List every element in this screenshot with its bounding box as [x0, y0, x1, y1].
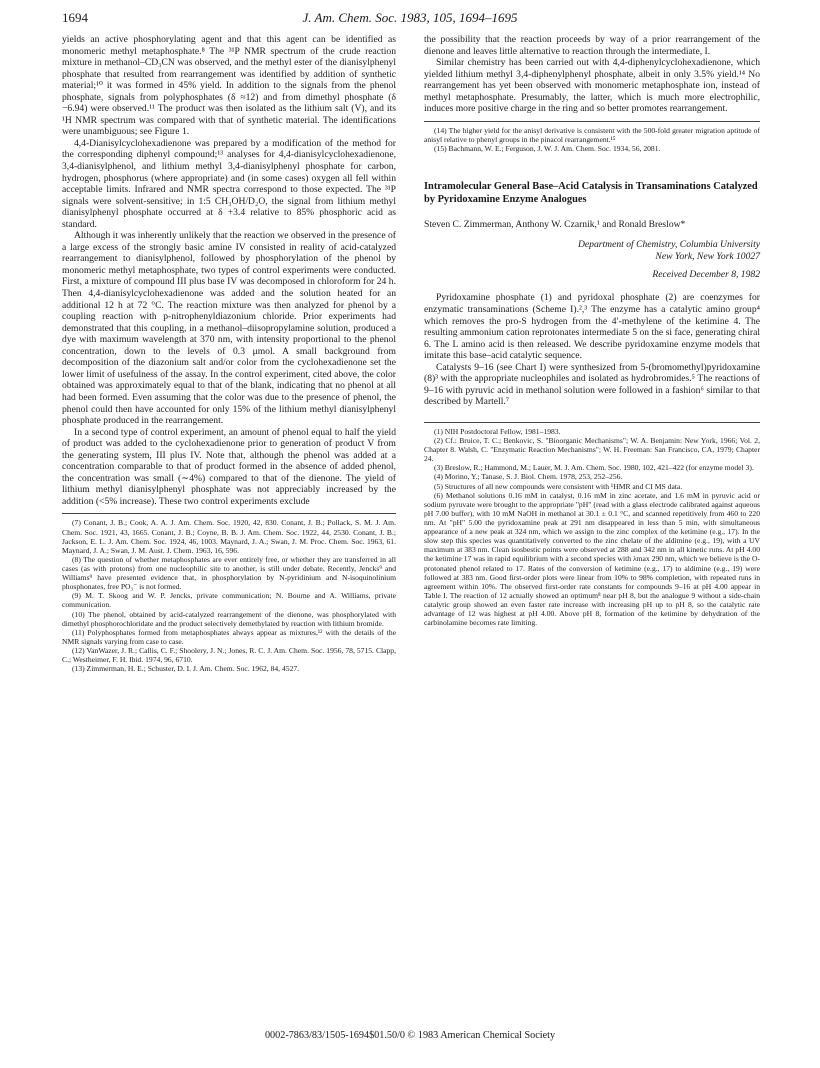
footnote: (6) Methanol solutions 0.16 mM in catalyst, 0.16 mM in zinc acetate, and 1.6 mM in pyruvic acid or sodium pyruvate were brought to the appropriate "pH" (read with a glass electrode calibrated against aqueous pH 7.00 buffer), with 10 mM NaOH in methanol at 30.1 ± 0.1 °C, and scanned repetitively from 460 to 220 nm. At "pH" 5.00 the pyridoxamine peak at 291 nm disappeared in less than 5 min, with simultaneous appearance of a new peak at 324 nm, which we assign to the zinc complex of the ketimine (e.g., 17). In the slow step this species was quantitatively converted to the zinc chelate of the aldimine (e.g., 19), with a UV maximum at 383 nm. Clean isosbestic points were observed at 288 and 342 nm in all kinetic runs. At pH 4.00 the ketimine 17 was in rapid equilibrium with a second species with λmax 290 nm, which we believe is the O-protonated phenol related to 17. Rates of the conversion of ketimine (e.g., 17) to aldimine (e.g., 19) were followed at 383 nm. Good first-order plots were linear from 10% to 98% completion, with repeated runs in agreement within 10%. The observed first-order rate constants for compounds 9–16 at pH 4.00 appear in Table I. The reaction of 12 actually showed an optimum⁸ near pH 8, but the analogue 9 without a side-chain catalytic group showed an even faster rate increase with increasing pH up to pH 8, so the catalytic rate advantage of 12 was highest at pH 4.00. Above pH 8, formation of the ketimine by dehydration of the carbinolamine becomes rate limiting.: [424, 490, 760, 628]
footnote-divider: [424, 121, 760, 122]
footnote: (1) NIH Postdoctoral Fellow, 1981–1983.: [434, 426, 561, 436]
footnote: (4) Morino, Y.; Tanase, S. J. Biol. Chem. 1978, 253, 252–256.: [434, 472, 623, 482]
body-paragraph: yields an active phosphorylating agent and that this agent can be identified as monomeric methyl metaphosphate.⁸ The ³¹P NMR spectrum of the crude reaction mixture in methanol–CD₃CN was observed, and the methyl ester of the dianisylphenyl phosphate that resulted from rearrangement was identified by addition of synthetic material;¹⁰ it was formed in 45% yield. In addition to the signals from the phenol phosphate, signals from polyphosphates (δ ≈12) and from dimethyl phosphate (δ −6.94) were observed.¹¹ The product was then isolated as the lithium salt (V), and its ¹H NMR spectrum was compared with that of synthetic material. The identifications were unambiguous; see Figure 1.: [62, 34, 396, 138]
page-number: 1694: [62, 10, 88, 25]
footnotes-left: [62, 518, 396, 673]
footnote: (7) Conant, J. B.; Cook, A. A. J. Am. Chem. Soc. 1920, 42, 830. Conant, J. B.; Pollack, S. M. J. Am. Chem. Soc. 1921, 43, 1665. Conant, J. B.; Coyne, B. B. J. Am. Chem. Soc. 1922, 44, 2530. Conant, J. B.; Jackson, E. L. J. Am. Chem. Soc. 1924, 46, 1003. Maynard, J. A.; Swan, J. M. Proc. Chem. Soc. 1963, 61. Maynard, J. A.; Swan, J. M. Aust. J. Chem. 1963, 16, 596.: [62, 518, 396, 555]
received-date: Received December 8, 1982: [652, 269, 760, 281]
body-paragraph: Although it was inherently unlikely that the reaction we observed in the presence of a large excess of the strongly basic amine IV consisted in reality of acid-catalyzed rearrangement to dianisylphenol, followed by phosphorylation of the phenol by monomeric methyl metaphosphate, two types of control experiments were conducted. First, a mixture of compound III plus base IV was decomposed in chloroform for 24 h. Then 4,4-dianisylcyclohexadienone was added and the solution heated for an additional 12 h at 72 °C. The reaction mixture was then analyzed for phenol by a coupling reaction with p-nitrophenyldiazonium chloride. Prior experiments had demonstrated that this coupling, in a methanol–diisopropylamine solution, produced a dye with maximum wavelength at 370 nm, with intensity proportional to the phenol concentration, down to the levels of 0.3 μmol. A small background from decomposition of the diazonium salt and/or color from the cyclohexadienone set the lower limit of usefulness of the assay. In the control experiment, cited above, the color obtained was approximately equal to that of the blank, indicating that no phenol at all had been formed. Even assuming that the color was due to the presence of phenol, the phenol could then have accounted for only 15% of the lithium methyl dianisylphenyl phosphate produced in the rearrangement.: [62, 230, 396, 427]
footnote: (15) Bachmann, W. E.; Ferguson, J. W. J. Am. Chem. Soc. 1934, 56, 2081.: [434, 144, 661, 154]
body-paragraph: Similar chemistry has been carried out with 4,4-diphenylcyclohexadienone, which yielded lithium methyl 3,4-diphenylphenyl phosphate, albeit in only 3.5% yield.¹⁴ No rearrangement has yet been observed with monomeric metaphosphate ion, instead of methyl metaphosphate. Presumably, the latter, which is much more electrophilic, induces more positive charge in the ring and so better promotes rearrangement.: [424, 57, 760, 115]
page-header: [62, 10, 758, 28]
body-paragraph: 4,4-Dianisylcyclohexadienone was prepared by a modification of the method for the corresponding diphenyl compound;¹³ analyses for 4,4-dianisylcyclohexadienone, 3,4-dianisylphenol, and lithium methyl 3,4-dianisylphenyl phosphate for carbon, hydrogen, phosphorus (where appropriate) and (in some cases) oxygen all fell within acceptable limits. Infrared and NMR spectra correspond to those expected. The ³¹P signals were solvent-sensitive; in 1:5 CH₃OH/D₂O, the signal from lithium methyl dianisylphenyl phosphate occurred at δ +3.4 relative to 85% phosphoric acid as standard.: [62, 137, 396, 230]
footnote-divider: [62, 513, 396, 514]
article-affiliation: [424, 239, 760, 264]
affiliation-line: Department of Chemistry, Columbia University: [578, 238, 760, 250]
body-paragraph: Pyridoxamine phosphate (1) and pyridoxal phosphate (2) are coenzymes for enzymatic transaminations (Scheme I).²,³ The enzyme has a catalytic amino group⁴ which removes the pro-S hydrogen from the 4′-methylene of the ketimine 4. The resulting ammonium cation reprotonates intermediate 5 on the si face, generating chiral 6. The L amino acid is then released. We describe pyridoxamine enzyme models that imitate this base–acid catalytic sequence.: [424, 292, 760, 362]
body-paragraph: Catalysts 9–16 (see Chart I) were synthesized from 5-(bromomethyl)pyridoxamine (8)³ with the appropriate nucleophiles and isolated as hydrobromides.⁵ The reactions of 9–16 with pyruvic acid in methanol solution were followed in a fashion⁶ similar to that described by Martell.⁷: [424, 361, 760, 408]
footnote-divider: [424, 422, 760, 423]
footnote: (11) Polyphosphates formed from metaphosphates always appear as mixtures,¹² with the details of the NMR signals varying from case to case.: [62, 627, 396, 646]
body-paragraph: In a second type of control experiment, an amount of phenol equal to half the yield of product was added to the cyclohexadienone prior to generation of product V from the generating system, III plus IV. Note that, although the phenol was added at a concentration comparable to that of product formed in the absence of added phenol, the concentration was small (∼4%) compared to that of the dienone. The yield of lithium methyl dianisylphenyl phosphate was not appreciably increased by the addition (<5% increase). These two control experiments exclude: [62, 426, 396, 507]
footnote: (13) Zimmerman, H. E.; Schuster, D. I. J. Am. Chem. Soc. 1962, 84, 4527.: [72, 664, 300, 674]
footnote: (12) VanWazer, J. R.; Callis, C. F.; Shoolery, J. N.; Jones, R. C. J. Am. Chem. Soc. 1956, 78, 5715. Clapp, C.; Westheimer, F. H. Ibid. 1974, 96, 6710.: [62, 645, 396, 665]
footnote: (5) Structures of all new compounds were consistent with ¹HMR and CI MS data.: [434, 481, 683, 491]
footnotes-right-bottom: [424, 427, 760, 627]
right-column: [424, 34, 760, 627]
left-column: [62, 34, 396, 673]
footnote: (9) M. T. Skoog and W. P. Jencks, private communication; N. Bourne and A. Williams, private communication.: [62, 591, 396, 610]
affiliation-line: New York, New York 10027: [655, 250, 760, 262]
footnote: (3) Breslow, R.; Hammond, M.; Lauer, M. J. Am. Chem. Soc. 1980, 102, 421–422 (for enzyme model 3).: [434, 463, 754, 473]
footnote: (8) The question of whether metaphosphates are ever entirely free, or whether they are transferred in all cases (as with protons) from one nucleophilic site to another, is still under debate. Recently, Jencks⁹ and Williams⁹ have presented evidence that, in phosphorylation by N-pyridinium and N-isoquinolinium phosphonates, free PO₃⁻ is not formed.: [62, 554, 396, 592]
body-paragraph: the possibility that the reaction proceeds by way of a prior rearrangement of the dienone and leaves little alternative to reaction through the intermediate, I.: [424, 34, 760, 57]
footnote: (14) The higher yield for the anisyl derivative is consistent with the 500-fold greater migration aptitude of anisyl relative to phenyl groups in the pinacol rearrangement.¹⁵: [424, 125, 760, 144]
article-title: Intramolecular General Base–Acid Catalysis in Transaminations Catalyzed by Pyridoxamine Enzyme Analogues: [424, 181, 758, 205]
article-authors: Steven C. Zimmerman, Anthony W. Czarnik,¹ and Ronald Breslow*: [424, 218, 686, 230]
journal-citation: J. Am. Chem. Soc. 1983, 105, 1694–1695: [302, 10, 518, 25]
footnote: (2) Cf.: Bruice, T. C.; Benkovic, S. "Bioorganic Mechanisms"; W. A. Benjamin: New York, 1966; Vol. 2, Chapter 8. Walsh, C. "Enzymatic Reaction Mechanisms"; W. H. Freeman: San Francisco, CA, 1979; Chapter 24.: [424, 436, 760, 464]
page-footer: 0002-7863/83/1505-1694$01.50/0 © 1983 American Chemical Society: [264, 1030, 556, 1041]
footnotes-right-top: [424, 126, 760, 153]
footnote: (10) The phenol, obtained by acid-catalyzed rearrangement of the dienone, was phosphorylated with dimethyl phosphorochloridate and the product selectively demethylated by reaction with lithium bromide.: [62, 609, 396, 628]
